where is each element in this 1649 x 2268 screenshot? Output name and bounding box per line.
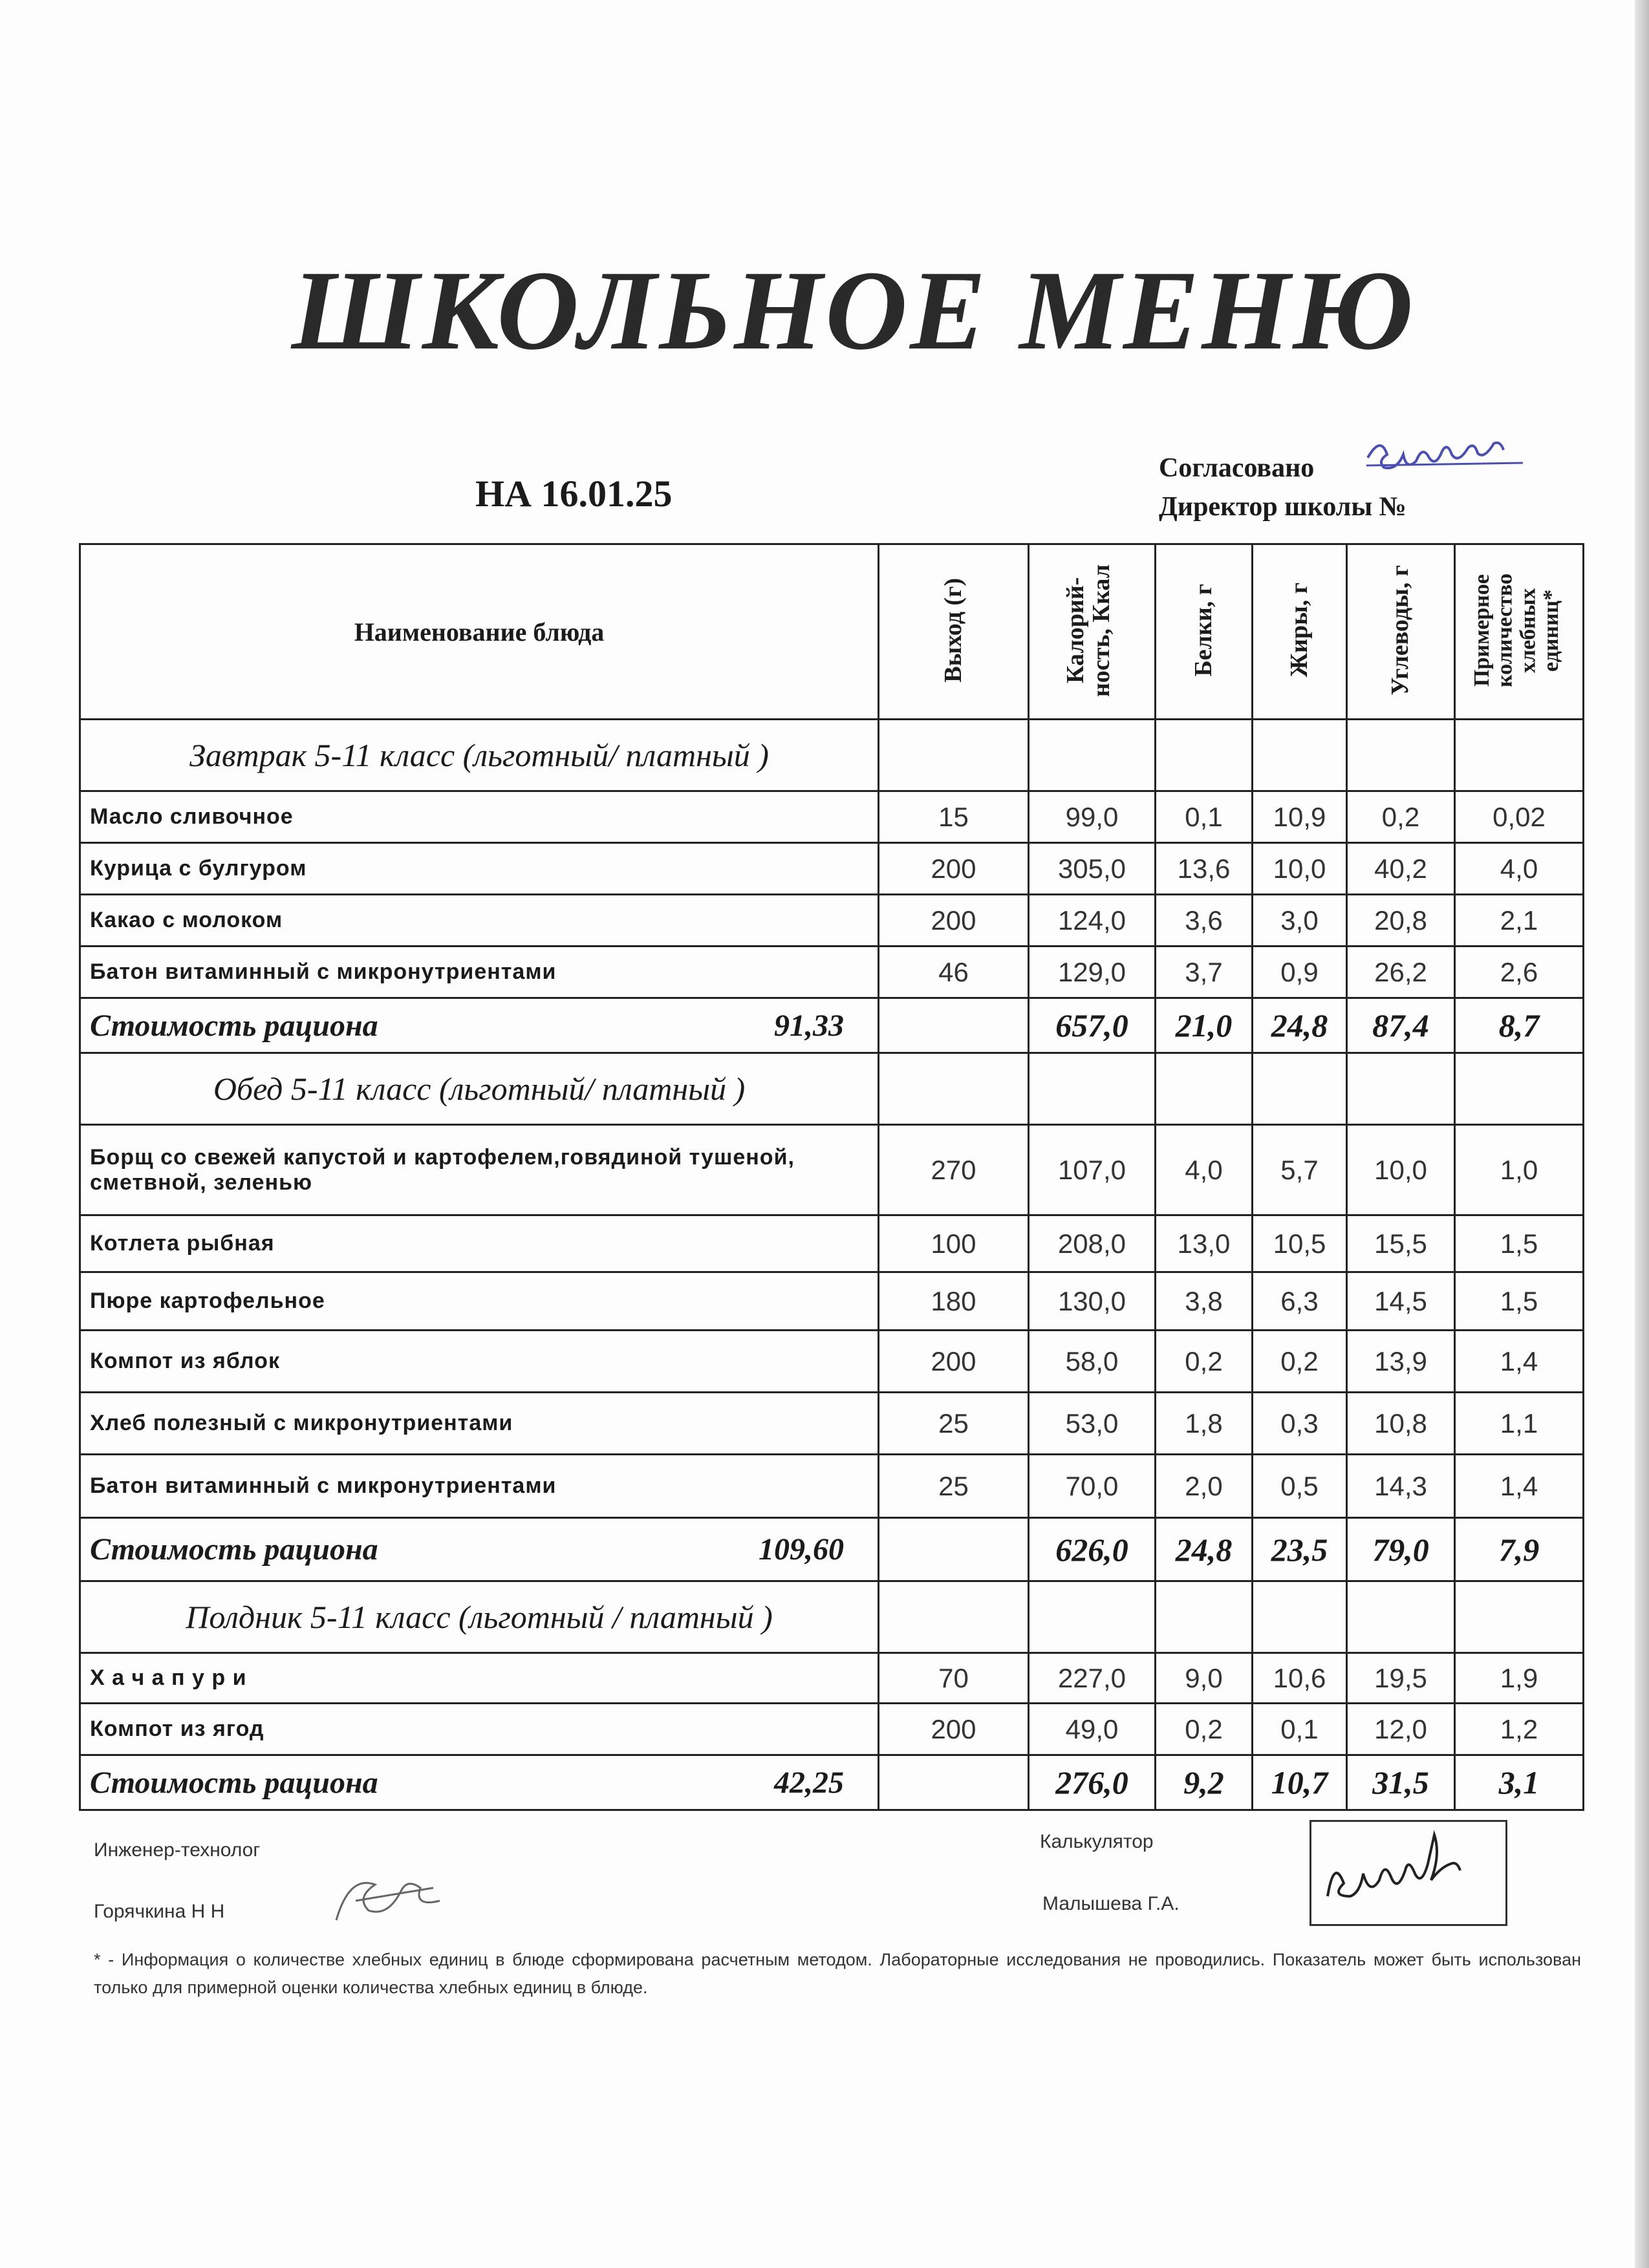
nutrition-value: 2,1 [1455, 895, 1584, 947]
nutrition-value: 0,2 [1156, 1704, 1253, 1755]
nutrition-value: 15 [879, 791, 1029, 843]
empty-cell [879, 998, 1029, 1053]
total-value: 87,4 [1347, 998, 1455, 1053]
nutrition-value: 0,5 [1253, 1455, 1347, 1518]
header-output: Выход (г) [879, 544, 1029, 720]
total-value: 24,8 [1156, 1518, 1253, 1581]
table-row [80, 895, 1584, 947]
total-label-wrap [90, 1532, 870, 1567]
total-value: 31,5 [1347, 1755, 1455, 1810]
nutrition-value: 19,5 [1347, 1653, 1455, 1704]
dish-name: Батон витаминный с микронутриентами [80, 947, 879, 998]
empty-cell [879, 1581, 1029, 1653]
calculator-name: Малышева Г.А. [1042, 1893, 1180, 1914]
table-row [80, 1704, 1584, 1755]
table-row [80, 1215, 1584, 1272]
calculator-signature [1311, 1822, 1505, 1924]
nutrition-value: 3,6 [1156, 895, 1253, 947]
empty-cell [1455, 1053, 1584, 1125]
dish-name: Компот из ягод [80, 1704, 879, 1755]
total-label: Стоимость рациона [90, 1532, 378, 1567]
total-value: 79,0 [1347, 1518, 1455, 1581]
nutrition-value: 1,5 [1455, 1272, 1584, 1331]
total-value: 24,8 [1253, 998, 1347, 1053]
dish-name: Батон витаминный с микронутриентами [80, 1455, 879, 1518]
table-row [80, 947, 1584, 998]
table-row [80, 1272, 1584, 1331]
nutrition-value: 1,0 [1455, 1125, 1584, 1215]
total-row [80, 1755, 1584, 1810]
total-value: 3,1 [1455, 1755, 1584, 1810]
empty-cell [1029, 1053, 1156, 1125]
nutrition-value: 0,1 [1253, 1704, 1347, 1755]
nutrition-value: 270 [879, 1125, 1029, 1215]
nutrition-value: 124,0 [1029, 895, 1156, 947]
nutrition-value: 13,0 [1156, 1215, 1253, 1272]
nutrition-value: 0,02 [1455, 791, 1584, 843]
nutrition-value: 1,4 [1455, 1455, 1584, 1518]
total-label-cell [80, 998, 879, 1053]
dish-name: Какао с молоком [80, 895, 879, 947]
director-label: Директор школы № [1159, 492, 1406, 522]
nutrition-value: 10,8 [1347, 1393, 1455, 1455]
approval-label: Согласовано [1159, 453, 1315, 483]
empty-cell [1347, 1053, 1455, 1125]
menu-date: НА 16.01.25 [475, 473, 673, 515]
nutrition-value: 4,0 [1156, 1125, 1253, 1215]
empty-cell [879, 720, 1029, 791]
nutrition-value: 58,0 [1029, 1331, 1156, 1393]
nutrition-value: 1,1 [1455, 1393, 1584, 1455]
dish-name: Курица с булгуром [80, 843, 879, 895]
nutrition-value: 9,0 [1156, 1653, 1253, 1704]
total-row [80, 998, 1584, 1053]
total-row [80, 1518, 1584, 1581]
nutrition-value: 200 [879, 1704, 1029, 1755]
nutrition-value: 1,2 [1455, 1704, 1584, 1755]
empty-cell [1455, 1581, 1584, 1653]
nutrition-value: 70 [879, 1653, 1029, 1704]
table-row [80, 791, 1584, 843]
section-title: Обед 5-11 класс (льготный/ платный ) [80, 1053, 879, 1125]
total-value: 21,0 [1156, 998, 1253, 1053]
nutrition-value: 12,0 [1347, 1704, 1455, 1755]
dish-name: Хлеб полезный с микронутриентами [80, 1393, 879, 1455]
footnote: * - Информация о количестве хлебных единиц в блюде сформирована расчетным методом. Лабораторные исследования не проводились. Показатель может быть использован только для примерной оценки количества хлебных единиц в блюде. [94, 1950, 1581, 1998]
nutrition-value: 227,0 [1029, 1653, 1156, 1704]
empty-cell [879, 1053, 1029, 1125]
approval-handwritten-signature [1361, 432, 1529, 477]
nutrition-value: 0,2 [1253, 1331, 1347, 1393]
table-row [80, 1125, 1584, 1215]
nutrition-value: 70,0 [1029, 1455, 1156, 1518]
engineer-name: Горячкина Н Н [94, 1901, 225, 1922]
nutrition-value: 305,0 [1029, 843, 1156, 895]
nutrition-value: 14,3 [1347, 1455, 1455, 1518]
nutrition-value: 53,0 [1029, 1393, 1156, 1455]
empty-cell [1455, 720, 1584, 791]
table-row [80, 1653, 1584, 1704]
section-row [80, 1581, 1584, 1653]
table-row [80, 1331, 1584, 1393]
empty-cell [1253, 720, 1347, 791]
nutrition-value: 130,0 [1029, 1272, 1156, 1331]
nutrition-value: 13,6 [1156, 843, 1253, 895]
total-label: Стоимость рациона [90, 1765, 378, 1800]
nutrition-value: 40,2 [1347, 843, 1455, 895]
nutrition-value: 3,8 [1156, 1272, 1253, 1331]
dish-name: Борщ со свежей капустой и картофелем,говядиной тушеной, сметвной, зеленью [80, 1125, 879, 1215]
ration-cost: 109,60 [759, 1532, 844, 1567]
nutrition-value: 10,9 [1253, 791, 1347, 843]
nutrition-value: 10,0 [1253, 843, 1347, 895]
empty-cell [1029, 720, 1156, 791]
table-row [80, 1393, 1584, 1455]
empty-cell [1253, 1053, 1347, 1125]
nutrition-value: 180 [879, 1272, 1029, 1331]
nutrition-value: 208,0 [1029, 1215, 1156, 1272]
nutrition-value: 25 [879, 1455, 1029, 1518]
engineer-title: Инженер-технолог [94, 1839, 261, 1861]
total-label: Стоимость рациона [90, 1008, 378, 1043]
total-label-cell [80, 1518, 879, 1581]
page-title: ШКОЛЬНОЕ МЕНЮ [291, 248, 1416, 374]
table-row [80, 843, 1584, 895]
total-label-cell [80, 1755, 879, 1810]
header-bread-units: Примерное количество хлебных единиц* [1455, 544, 1584, 720]
nutrition-value: 4,0 [1455, 843, 1584, 895]
dish-name: Компот из яблок [80, 1331, 879, 1393]
total-value: 7,9 [1455, 1518, 1584, 1581]
nutrition-value: 14,5 [1347, 1272, 1455, 1331]
nutrition-value: 10,5 [1253, 1215, 1347, 1272]
nutrition-value: 200 [879, 895, 1029, 947]
engineer-signature [317, 1862, 466, 1940]
nutrition-value: 26,2 [1347, 947, 1455, 998]
empty-cell [1347, 1581, 1455, 1653]
nutrition-value: 1,4 [1455, 1331, 1584, 1393]
nutrition-value: 2,0 [1156, 1455, 1253, 1518]
empty-cell [1347, 720, 1455, 791]
table-row [80, 1455, 1584, 1518]
nutrition-value: 99,0 [1029, 791, 1156, 843]
nutrition-value: 46 [879, 947, 1029, 998]
header-fat: Жиры, г [1253, 544, 1347, 720]
total-value: 8,7 [1455, 998, 1584, 1053]
header-row [80, 544, 1584, 720]
section-row [80, 720, 1584, 791]
nutrition-value: 49,0 [1029, 1704, 1156, 1755]
dish-name: Х а ч а п у р и [80, 1653, 879, 1704]
nutrition-value: 100 [879, 1215, 1029, 1272]
nutrition-value: 3,0 [1253, 895, 1347, 947]
calculator-signature-box [1310, 1820, 1507, 1926]
dish-name: Пюре картофельное [80, 1272, 879, 1331]
menu-table [79, 543, 1584, 1811]
empty-cell [1156, 1581, 1253, 1653]
nutrition-value: 0,1 [1156, 791, 1253, 843]
nutrition-value: 2,6 [1455, 947, 1584, 998]
nutrition-value: 200 [879, 1331, 1029, 1393]
nutrition-value: 0,2 [1347, 791, 1455, 843]
nutrition-value: 0,2 [1156, 1331, 1253, 1393]
empty-cell [879, 1518, 1029, 1581]
total-value: 23,5 [1253, 1518, 1347, 1581]
header-protein: Белки, г [1156, 544, 1253, 720]
nutrition-value: 10,6 [1253, 1653, 1347, 1704]
nutrition-value: 25 [879, 1393, 1029, 1455]
ration-cost: 42,25 [774, 1765, 844, 1800]
nutrition-value: 6,3 [1253, 1272, 1347, 1331]
section-title: Завтрак 5-11 класс (льготный/ платный ) [80, 720, 879, 791]
empty-cell [1156, 720, 1253, 791]
empty-cell [879, 1755, 1029, 1810]
total-value: 276,0 [1029, 1755, 1156, 1810]
total-value: 10,7 [1253, 1755, 1347, 1810]
nutrition-value: 129,0 [1029, 947, 1156, 998]
header-calories: Калорий-ность, Ккал [1029, 544, 1156, 720]
dish-name: Масло сливочное [80, 791, 879, 843]
total-value: 657,0 [1029, 998, 1156, 1053]
empty-cell [1156, 1053, 1253, 1125]
calculator-title: Калькулятор [1040, 1831, 1154, 1852]
total-value: 626,0 [1029, 1518, 1156, 1581]
section-title: Полдник 5-11 класс (льготный / платный ) [80, 1581, 879, 1653]
nutrition-value: 3,7 [1156, 947, 1253, 998]
nutrition-value: 1,8 [1156, 1393, 1253, 1455]
nutrition-value: 1,5 [1455, 1215, 1584, 1272]
header-carbs: Углеводы, г [1347, 544, 1455, 720]
total-label-wrap [90, 1765, 870, 1801]
nutrition-value: 13,9 [1347, 1331, 1455, 1393]
dish-name: Котлета рыбная [80, 1215, 879, 1272]
empty-cell [1253, 1581, 1347, 1653]
nutrition-value: 15,5 [1347, 1215, 1455, 1272]
section-row [80, 1053, 1584, 1125]
ration-cost: 91,33 [774, 1008, 844, 1043]
nutrition-value: 0,3 [1253, 1393, 1347, 1455]
empty-cell [1029, 1581, 1156, 1653]
nutrition-value: 107,0 [1029, 1125, 1156, 1215]
nutrition-value: 5,7 [1253, 1125, 1347, 1215]
nutrition-value: 10,0 [1347, 1125, 1455, 1215]
nutrition-value: 1,9 [1455, 1653, 1584, 1704]
nutrition-value: 200 [879, 843, 1029, 895]
total-value: 9,2 [1156, 1755, 1253, 1810]
total-label-wrap [90, 1008, 870, 1043]
header-dish-name: Наименование блюда [80, 544, 879, 720]
nutrition-value: 20,8 [1347, 895, 1455, 947]
nutrition-value: 0,9 [1253, 947, 1347, 998]
